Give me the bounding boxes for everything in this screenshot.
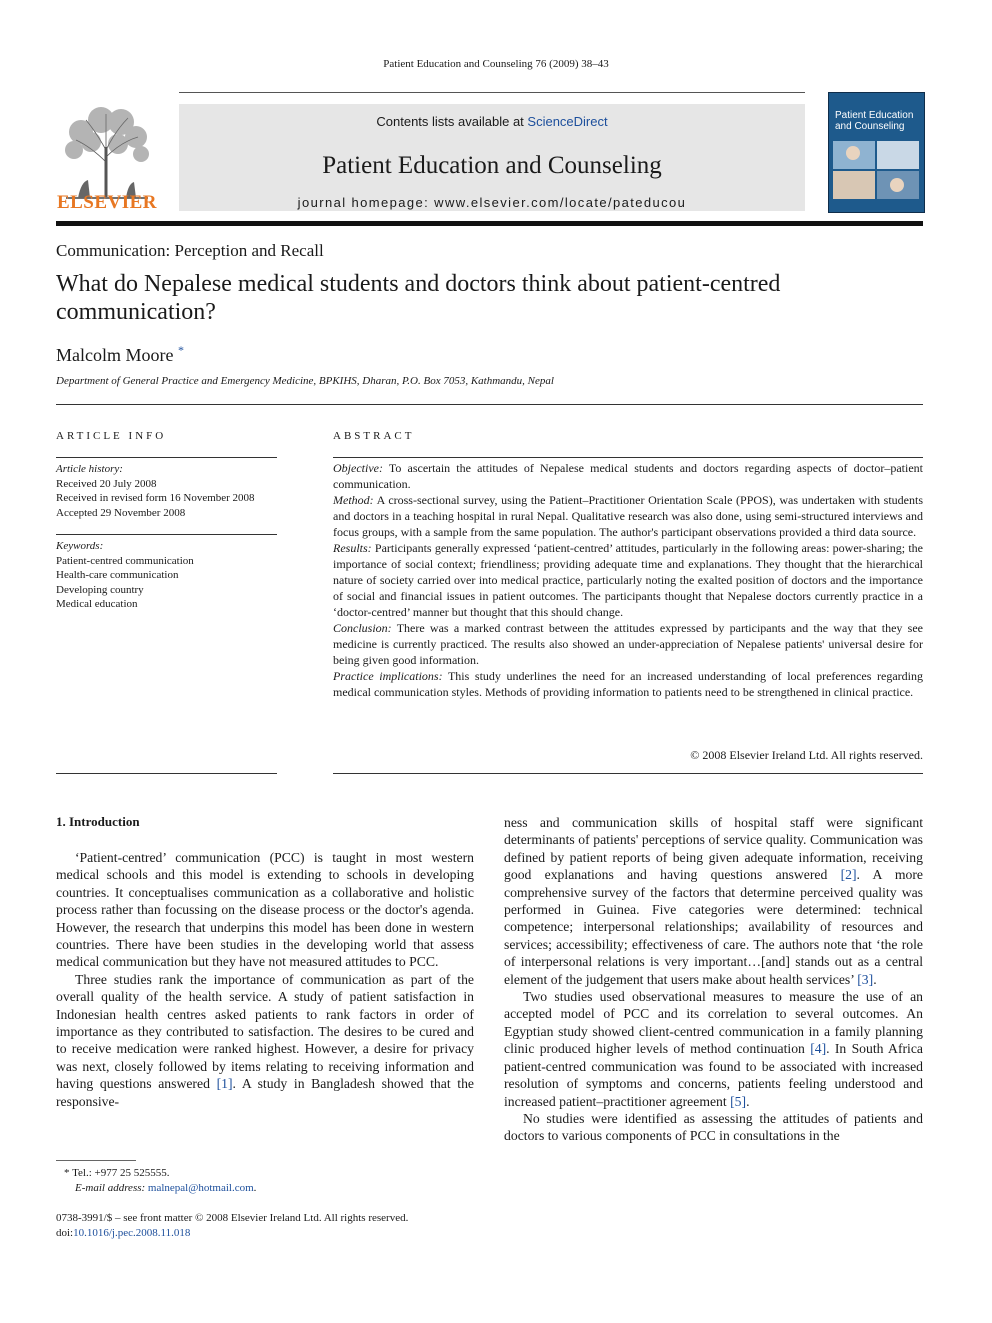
author-footnote [56, 1166, 256, 1196]
abstract-text: To ascertain the attitudes of Nepalese medical students and doctors regarding aspects of doctor–patient communication. [333, 461, 923, 491]
history-received: Received 20 July 2008 [56, 477, 157, 490]
abstract-text: There was a marked contrast between the attitudes expressed by participants and the way that they see medicine is currently practiced. The results also showed an under-appreciation of Nepalese patients' universal desire for being given good information. [333, 621, 923, 667]
abstract-practice-implications [333, 668, 923, 700]
keyword-item: Health-care communication [56, 569, 179, 581]
keyword-item: Developing country [56, 583, 144, 596]
sciencedirect-link[interactable]: ScienceDirect [527, 114, 608, 129]
reference-link-3[interactable]: [3] [857, 971, 874, 987]
author-footnote-mark[interactable]: * [177, 343, 184, 357]
masthead-rule [56, 221, 923, 226]
body-text: . A study in Bangladesh showed that the responsive- [56, 1076, 474, 1109]
abstract-label: Practice implications: [333, 669, 443, 683]
abstract-label: Conclusion: [333, 621, 392, 635]
body-paragraph [56, 971, 474, 1110]
body-text: . [746, 1093, 750, 1109]
footnote-email-line [56, 1181, 256, 1196]
body-left-column [56, 849, 474, 1110]
abstract-label: Results: [333, 541, 372, 555]
journal-banner [179, 104, 805, 211]
reference-link-2[interactable]: [2] [840, 867, 857, 883]
author-line [56, 343, 184, 366]
abstract-results [333, 540, 923, 620]
doi-label: doi: [56, 1227, 74, 1239]
abstract-heading: ABSTRACT [333, 430, 415, 442]
reference-link-1[interactable]: [1] [216, 1076, 233, 1092]
abstract-body [333, 460, 923, 700]
keyword-item: Patient-centred communication [56, 554, 194, 567]
footnote-rule [56, 1160, 136, 1161]
journal-masthead [56, 92, 923, 226]
body-paragraph: ‘Patient-centred’ communication (PCC) is taught in most western medical schools and this model is extending to schools in developing countries. It conceptualises communication as a collaborative and holistic process rather than focussing on the disease process or the doctor's agenda. However, the research that underpins this model has been done in western countries. There have been studies in the developing world that assess medical communication but they have not measured attitudes to PCC. [56, 850, 474, 970]
email-end: . [253, 1182, 257, 1194]
abstract-rule [333, 457, 923, 458]
reference-link-4[interactable]: [4] [810, 1041, 827, 1057]
body-paragraph [504, 814, 923, 988]
abstract-method [333, 492, 923, 540]
masthead-top-rule [179, 92, 805, 93]
history-accepted: Accepted 29 November 2008 [56, 506, 186, 519]
keywords-label: Keywords: [56, 540, 104, 552]
body-text: ness and communication skills of hospital staff were significant determinants of patients' perceptions of service quality. Communication was defined by patient reports of being given adequate information, receiving good explanations and having questions answered [504, 815, 923, 883]
cover-photo-collage [833, 141, 919, 199]
abstract-text: This study underlines the need for an increased understanding of local preferences regarding medical communication styles. Methods of providing information to patients need to be strengthened in clinical practice. [333, 669, 923, 699]
abstract-copyright: © 2008 Elsevier Ireland Ltd. All rights reserved. [690, 748, 923, 762]
footnote-mark: * [64, 1167, 70, 1179]
history-revised: Received in revised form 16 November 2008 [56, 492, 255, 504]
elsevier-wordmark: ELSEVIER [56, 192, 158, 213]
journal-cover-thumbnail [828, 92, 925, 213]
contents-prefix: Contents lists available at [376, 114, 528, 129]
affiliation: Department of General Practice and Emergency Medicine, BPKIHS, Dharan, P.O. Box 7053, Kathmandu, Nepal [56, 375, 554, 387]
body-text: Three studies rank the importance of communication as part of the overall quality of the health service. A study of patient satisfaction in Indonesian health centres asked patients to rank factors in order of importance as they contributed to satisfaction. The desires to be cured and to receive medication were ranked highest. However, a desire for privacy was next, closely followed by items relating to receiving information and having questions answered [56, 971, 474, 1092]
footnote-tel: Tel.: +977 25 525555. [72, 1167, 170, 1179]
journal-title: Patient Education and Counseling [322, 152, 662, 179]
author-name: Malcolm Moore [56, 345, 174, 365]
doi-line [56, 1226, 408, 1241]
body-paragraph [504, 988, 923, 1110]
body-paragraph: No studies were identified as assessing the attitudes of patients and doctors to various components of PCC in consultations in the [504, 1110, 923, 1144]
section-label: Communication: Perception and Recall [56, 241, 324, 260]
body-text: . [873, 971, 877, 987]
body-right-column [504, 814, 923, 1145]
email-link[interactable]: malnepal@hotmail.com [147, 1182, 254, 1194]
article-info-rule-1 [56, 457, 277, 458]
journal-citation: Patient Education and Counseling 76 (2009) 38–43 [383, 58, 609, 70]
body-text: Two studies used observational measures to measure the use of an accepted model of PCC and its correlation to several outcomes. An Egyptian study showed client-centred communication in a family planning clinic produced higher levels of method continuation [504, 989, 923, 1057]
section-heading-introduction: 1. Introduction [56, 814, 140, 829]
front-matter [56, 1211, 408, 1241]
abstract-objective [333, 460, 923, 492]
article-info-bottom-rule [56, 773, 277, 774]
doi-link[interactable]: 10.1016/j.pec.2008.11.018 [73, 1227, 191, 1239]
history-label: Article history: [56, 463, 123, 475]
issn-line: 0738-3991/$ – see front matter © 2008 Elsevier Ireland Ltd. All rights reserved. [56, 1212, 409, 1224]
body-text: . A more comprehensive survey of the factors that determine perceived quality was performed in Guinea. Five categories were determined: technical competence; interpersonal relationships; availability of resources and services; accessibility; effectiveness of care. The authors note that ‘the role of interpersonal relations is very important…[and] stands out as a central element of the judgement that users make about health services’ [504, 867, 924, 987]
abstract-text: A cross-sectional survey, using the Patient–Practitioner Orientation Scale (PPOS), was undertaken with students and doctors in a teaching hospital in rural Nepal. Qualitative research was also done, using semi-structured interviews and focus groups, with a sample from the same population. The author's participant observations provided a third data source. [333, 493, 923, 539]
email-label: E-mail address: [75, 1182, 146, 1194]
abstract-text: Participants generally expressed ‘patient-centred’ attitudes, particularly in the following areas: power-sharing; the importance of social context; friendliness; providing adequate time and explanations. They thought that the hierarchical nature of society carried over into medical practice, particularly noting the exalted position of doctors and the importance of social and financial issues in patient outcomes. The participants thought that Nepalese doctors currently practice in a ‘doctor-centred’ manner but thought that this should change. [333, 541, 923, 619]
title-rule [56, 404, 923, 405]
article-info-rule-2 [56, 534, 277, 535]
reference-link-5[interactable]: [5] [730, 1093, 747, 1109]
article-history [56, 462, 255, 520]
abstract-bottom-rule [333, 773, 923, 774]
contents-line [179, 114, 805, 129]
abstract-conclusion [333, 620, 923, 668]
abstract-label: Objective: [333, 461, 383, 475]
journal-homepage[interactable]: journal homepage: www.elsevier.com/locate/pateducou [297, 195, 687, 210]
keywords [56, 539, 194, 612]
article-title: What do Nepalese medical students and doctors think about patient-centred communication? [56, 271, 781, 325]
cover-title: Patient Education and Counseling [835, 110, 914, 132]
footnote-tel-line [56, 1166, 256, 1181]
keyword-item: Medical education [56, 598, 138, 610]
article-info-heading: ARTICLE INFO [56, 430, 167, 442]
body-text: . In South Africa patient-centred communication was found to be associated with increased resolution of symptoms and concerns, patients feeling understood and increased patient–practitioner agreement [504, 1041, 924, 1109]
abstract-label: Method: [333, 493, 374, 507]
